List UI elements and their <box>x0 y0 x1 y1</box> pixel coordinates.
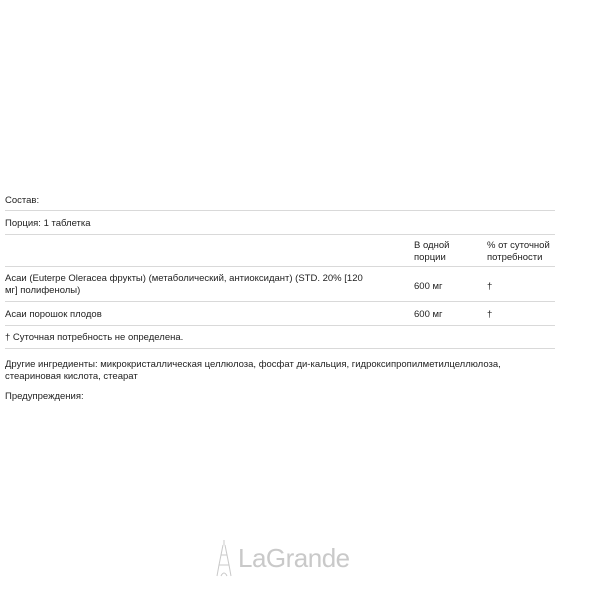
divider-top <box>5 210 555 211</box>
col-header-amount: В одной порции <box>414 240 450 263</box>
eiffel-tower-icon <box>216 539 232 577</box>
row-dv: † <box>487 281 493 292</box>
divider-header <box>5 266 555 267</box>
divider-row2 <box>5 325 555 326</box>
warnings-label: Предупреждения: <box>5 391 84 402</box>
row-dv: † <box>487 309 493 320</box>
row-name-line1: Асаи (Euterpe Oleracea фрукты) (метаболический, антиоксидант) (STD. 20% [120 <box>5 273 363 284</box>
watermark-logo <box>216 538 386 578</box>
divider-row1 <box>5 301 555 302</box>
serving-size: Порция: 1 таблетка <box>5 218 91 229</box>
divider-footnote <box>5 348 555 349</box>
col-header-dv: % от суточной потребности <box>487 240 550 263</box>
footnote: † Суточная потребность не определена. <box>5 332 184 343</box>
row-amount: 600 мг <box>414 309 443 320</box>
table-row: Асаи порошок плодов <box>5 309 102 320</box>
composition-label: Состав: <box>5 195 40 206</box>
row-name-line2: мг] полифенолы) <box>5 285 81 296</box>
table-row <box>5 273 405 297</box>
other-ingredients: Другие ингредиенты: микрокристаллическая целлюлоза, фосфат ди-кальция, гидроксипропилметилцеллюлоза, стеариновая кислота, стеарат <box>5 359 501 382</box>
watermark-text: LaGrande <box>238 543 350 573</box>
divider-serving <box>5 234 555 235</box>
row-amount: 600 мг <box>414 281 443 292</box>
